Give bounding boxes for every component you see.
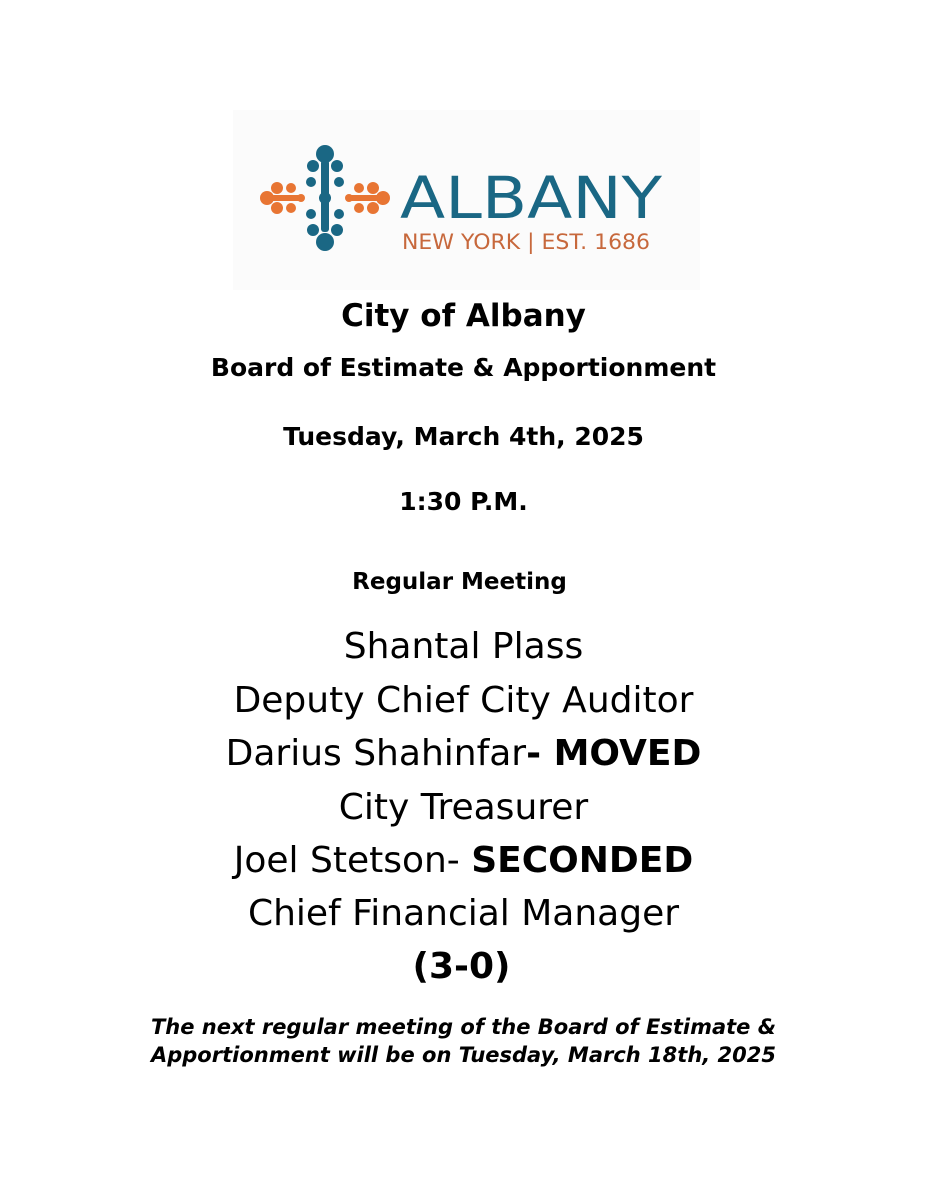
attendee-line	[0, 840, 927, 881]
attendee-action: - MOVED	[526, 733, 702, 774]
albany-emblem-icon	[260, 145, 390, 251]
attendee-name: Darius Shahinfar	[225, 733, 527, 774]
attendee-line	[0, 680, 927, 721]
meeting-time: 1:30 P.M.	[399, 487, 528, 516]
attendee-action: SECONDED	[471, 840, 694, 881]
meeting-type: Regular Meeting	[352, 569, 567, 595]
next-meeting-note	[0, 1013, 927, 1069]
attendee-line	[0, 733, 927, 774]
attendee-title: Chief Financial Manager	[247, 893, 680, 934]
page-title: City of Albany	[341, 298, 586, 334]
attendee-line	[0, 626, 927, 667]
attendee-line	[0, 787, 927, 828]
albany-logo	[233, 110, 700, 290]
attendee-name: Shantal Plass	[343, 626, 584, 667]
attendee-title: Deputy Chief City Auditor	[233, 680, 694, 721]
logo-tagline: NEW YORK | EST. 1686	[402, 230, 640, 254]
vote-tally: (3-0)	[412, 946, 511, 987]
next-meeting-line-1: The next regular meeting of the Board of Estimate &	[150, 1015, 777, 1039]
meeting-date: Tuesday, March 4th, 2025	[283, 422, 644, 451]
attendee-title: City Treasurer	[338, 787, 589, 828]
next-meeting-line-2: Apportionment will be on Tuesday, March 18th, 2025	[150, 1043, 777, 1067]
logo-wordmark: ALBANY	[400, 164, 663, 232]
attendee-name: Joel Stetson-	[233, 840, 472, 881]
attendee-line	[0, 893, 927, 934]
board-name: Board of Estimate & Apportionment	[210, 353, 717, 382]
